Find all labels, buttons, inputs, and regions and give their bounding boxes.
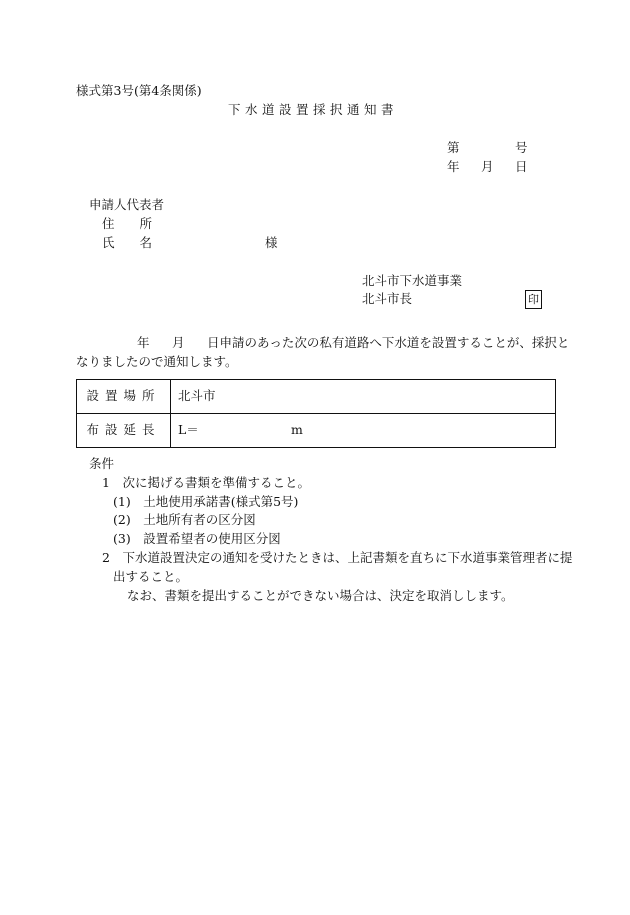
- condition-item-2-line1: 2 下水道設置決定の通知を受けたときは、上記書類を直ちに下水道事業管理者に提: [102, 550, 573, 565]
- applicant-heading: 申請人代表者: [89, 197, 165, 212]
- issuer-title: 北斗市長: [362, 291, 413, 306]
- length-unit: m: [291, 422, 303, 438]
- table-row: [77, 414, 556, 448]
- honorific: 様: [265, 235, 278, 250]
- doc-number-suffix: 号: [515, 140, 528, 155]
- length-prefix: L＝: [178, 422, 199, 438]
- condition-item-2-line2: 出すること。: [113, 569, 189, 584]
- name-label: 氏 名: [102, 235, 153, 250]
- body-month: 月: [172, 335, 185, 350]
- body-line1: 日申請のあった次の私有道路へ下水道を設置することが、採択と: [207, 335, 570, 350]
- location-label: 設置場所: [77, 380, 171, 414]
- condition-sub-2: (2) 土地所有者の区分図: [113, 512, 256, 527]
- date-day: 日: [515, 159, 528, 174]
- condition-sub-1: (1) 土地使用承諾書(様式第5号): [113, 494, 299, 509]
- table-row: [77, 380, 556, 414]
- body-year: 年: [137, 335, 150, 350]
- address-label: 住 所: [102, 216, 153, 231]
- date-month: 月: [481, 159, 494, 174]
- condition-item-1: 1 次に掲げる書類を準備すること。: [102, 475, 310, 490]
- body-line2: なりましたので通知します。: [76, 354, 238, 369]
- document-title: 下水道設置採択通知書: [228, 102, 399, 117]
- issuer-org: 北斗市下水道事業: [362, 273, 463, 288]
- condition-note: なお、書類を提出することができない場合は、決定を取消しします。: [127, 588, 514, 603]
- condition-sub-3: (3) 設置希望者の使用区分図: [113, 531, 281, 546]
- length-cell: [171, 414, 556, 448]
- conditions-heading: 条件: [89, 456, 115, 471]
- date-year: 年: [447, 159, 460, 174]
- seal-mark: 印: [525, 290, 542, 309]
- form-number: 様式第3号(第4条関係): [76, 83, 202, 98]
- info-table: [76, 379, 556, 448]
- location-value: 北斗市: [171, 380, 556, 414]
- length-label: 布設延長: [77, 414, 171, 448]
- doc-number-prefix: 第: [447, 140, 460, 155]
